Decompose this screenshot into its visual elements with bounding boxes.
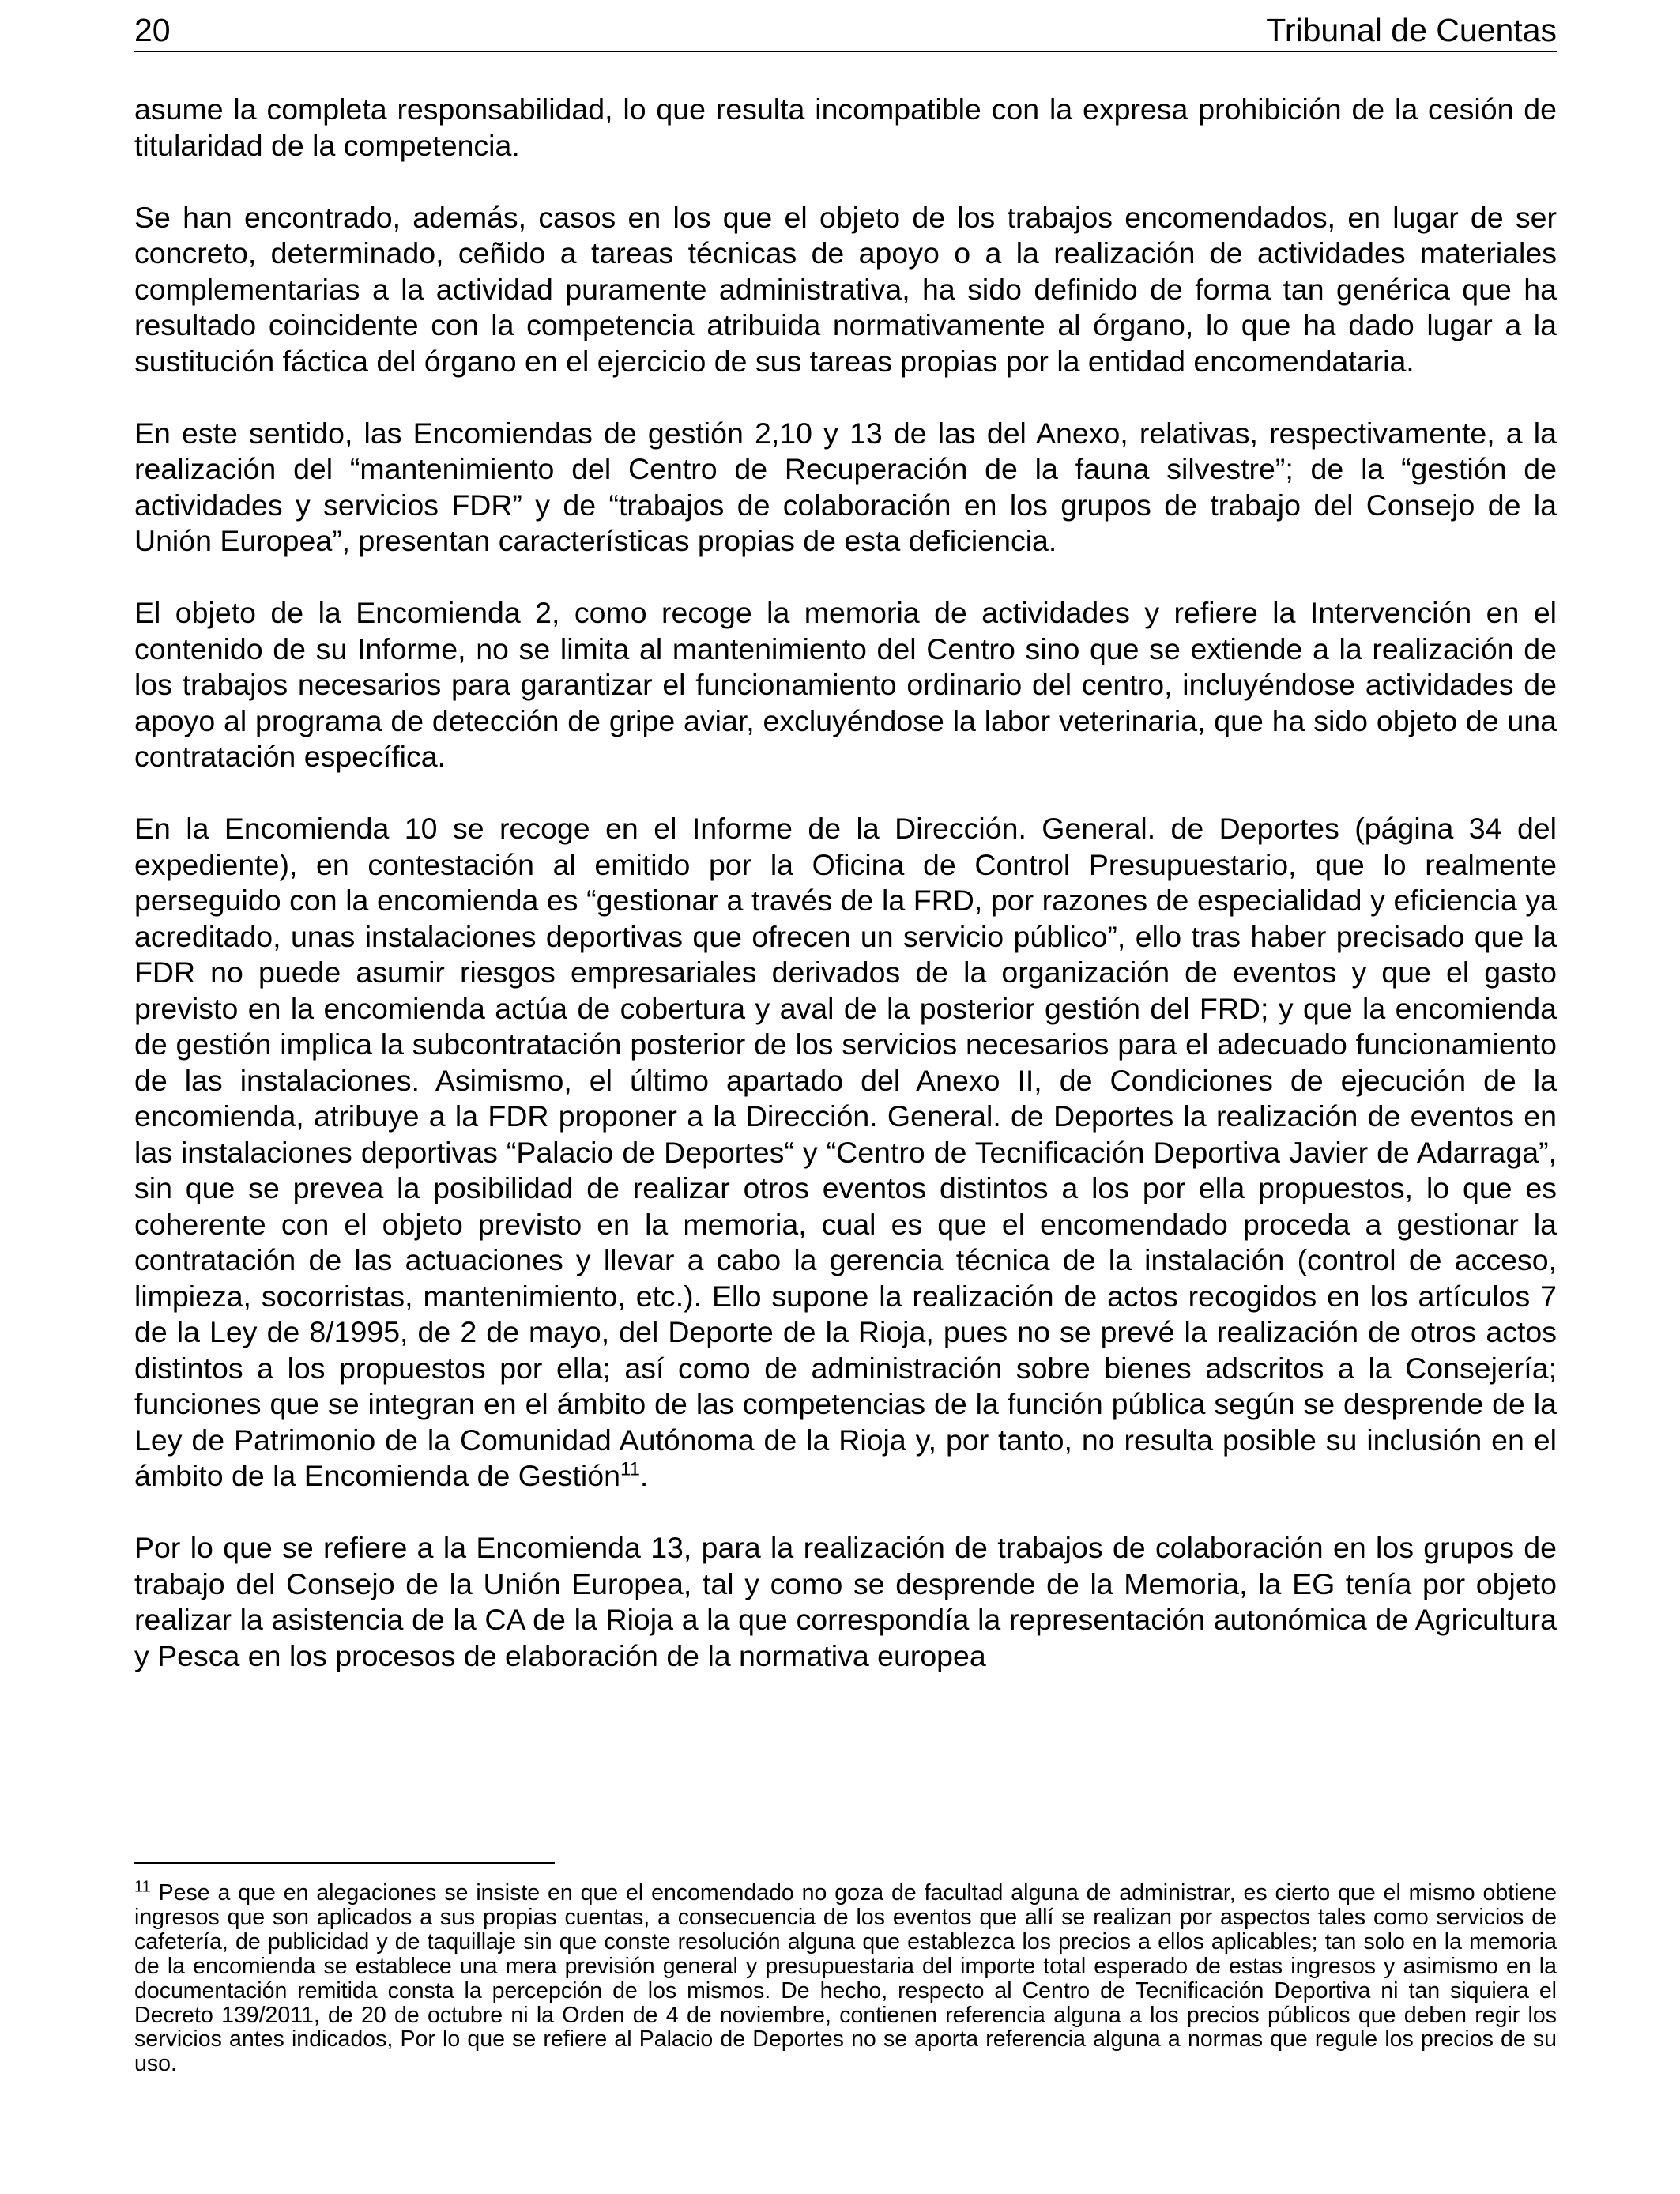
footnote-separator xyxy=(134,1862,555,1864)
footnote xyxy=(134,1878,1557,2077)
paragraph: Se han encontrado, además, casos en los que el objeto de los trabajos encomendados, en lugar de ser concreto, determinado, ceñido a tareas técnicas de apoyo o a la realización de actividades materiales complementarias a la actividad puramente administrativa, ha sido definido de forma tan genérica que ha resultado coincidente con la competencia atribuida normativamente al órgano, lo que ha dado lugar a la sustitución fáctica del órgano en el ejercicio de sus tareas propias por la entidad encomendataria. xyxy=(134,200,1557,378)
page-header xyxy=(134,9,1557,52)
footnote-text: Pese a que en alegaciones se insiste en que el encomendado no goza de facultad alguna de administrar, es cierto que el mismo obtiene ingresos que son aplicados a sus propias cuentas, a consecuencia de los eventos que allí se realizan por aspectos tales como servicios de cafetería, de publicidad y de taquillaje sin que conste resolución alguna que establezca los precios a ellos aplicables; tan solo en la memoria de la encomienda se establece una mera previsión general y presupuestaria del importe total esperado de estas ingresos y asimismo en la documentación remitida consta la percepción de los mismos. De hecho, respecto al Centro de Tecnificación Deportiva ni tan siquiera el Decreto 139/2011, de 20 de octubre ni la Orden de 4 de noviembre, contienen referencia alguna a los precios públicos que deben regir los servicios antes indicados, Por lo que se refiere al Palacio de Deportes no se aporta referencia alguna a normas que regule los precios de su uso. xyxy=(134,1880,1557,2077)
paragraph: El objeto de la Encomienda 2, como recoge la memoria de actividades y refiere la Intervención en el contenido de su Informe, no se limita al mantenimiento del Centro sino que se extiende a la realización de los trabajos necesarios para garantizar el funcionamiento ordinario del centro, incluyéndose actividades de apoyo al programa de detección de gripe aviar, excluyéndose la labor veterinaria, que ha sido objeto de una contratación específica. xyxy=(134,596,1557,773)
paragraph-end-punctuation: . xyxy=(639,1459,649,1492)
paragraph: asume la completa responsabilidad, lo que resulta incompatible con la expresa prohibición de la cesión de titularidad de la competencia. xyxy=(134,92,1557,162)
running-title: Tribunal de Cuentas xyxy=(1266,12,1557,48)
paragraph-with-footnote xyxy=(134,811,1557,1495)
paragraph-text: En la Encomienda 10 se recoge en el Informe de la Dirección. General. de Deportes (página 34 del expediente), en contestación al emitido por la Oficina de Control Presupuestario, que lo realmente perseguido con la encomienda es “gestionar a través de la FRD, por razones de especialidad y eficiencia ya acreditado, unas instalaciones deportivas que ofrecen un servicio público”, ello tras haber precisado que la FDR no puede asumir riesgos empresariales derivados de la organización de eventos y que el gasto previsto en la encomienda actúa de cobertura y aval de la posterior gestión del FRD; y que la encomienda de gestión implica la subcontratación posterior de los servicios necesarios para el adecuado funcionamiento de las instalaciones. Asimismo, el último apartado del Anexo II, de Condiciones de ejecución de la encomienda, atribuye a la FDR proponer a la Dirección. General. de Deportes la realización de eventos en las instalaciones deportivas “Palacio de Deportes“ y “Centro de Tecnificación Deportiva Javier de Adarraga”, sin que se prevea la posibilidad de realizar otros eventos distintos a los por ella propuestos, lo que es coherente con el objeto previsto en la memoria, cual es que el encomendado proceda a gestionar la contratación de las actuaciones y llevar a cabo la gerencia técnica de la instalación (control de acceso, limpieza, socorristas, mantenimiento, etc.). Ello supone la realización de actos recogidos en los artículos 7 de la Ley de 8/1995, de 2 de mayo, del Deporte de la Rioja, pues no se prevé la realización de otros actos distintos a los propuestos por ella; así como de administración sobre bienes adscritos a la Consejería; funciones que se integran en el ámbito de las competencias de la función pública según se desprende de la Ley de Patrimonio de la Comunidad Autónoma de la Rioja y, por tanto, no resulta posible su inclusión en el ámbito de la Encomienda de Gestión xyxy=(134,812,1557,1492)
paragraph: En este sentido, las Encomiendas de gestión 2,10 y 13 de las del Anexo, relativas, respectivamente, a la realización del “mantenimiento del Centro de Recuperación de la fauna silvestre”; de la “gestión de actividades y servicios FDR” y de “trabajos de colaboración en los grupos de trabajo del Consejo de la Unión Europea”, presentan características propias de esta deficiencia. xyxy=(134,416,1557,557)
footnote-reference[interactable]: 11 xyxy=(620,1458,640,1480)
paragraph: Por lo que se refiere a la Encomienda 13, para la realización de trabajos de colaboración en los grupos de trabajo del Consejo de la Unión Europea, tal y como se desprende de la Memoria, la EG tenía por objeto realizar la asistencia de la CA de la Rioja a la que correspondía la representación autonómica de Agricultura y Pesca en los procesos de elaboración de la normativa europea xyxy=(134,1531,1557,1672)
body-text xyxy=(134,92,1557,1674)
footnote-marker: 11 xyxy=(134,1878,151,1896)
page-number: 20 xyxy=(134,12,171,48)
